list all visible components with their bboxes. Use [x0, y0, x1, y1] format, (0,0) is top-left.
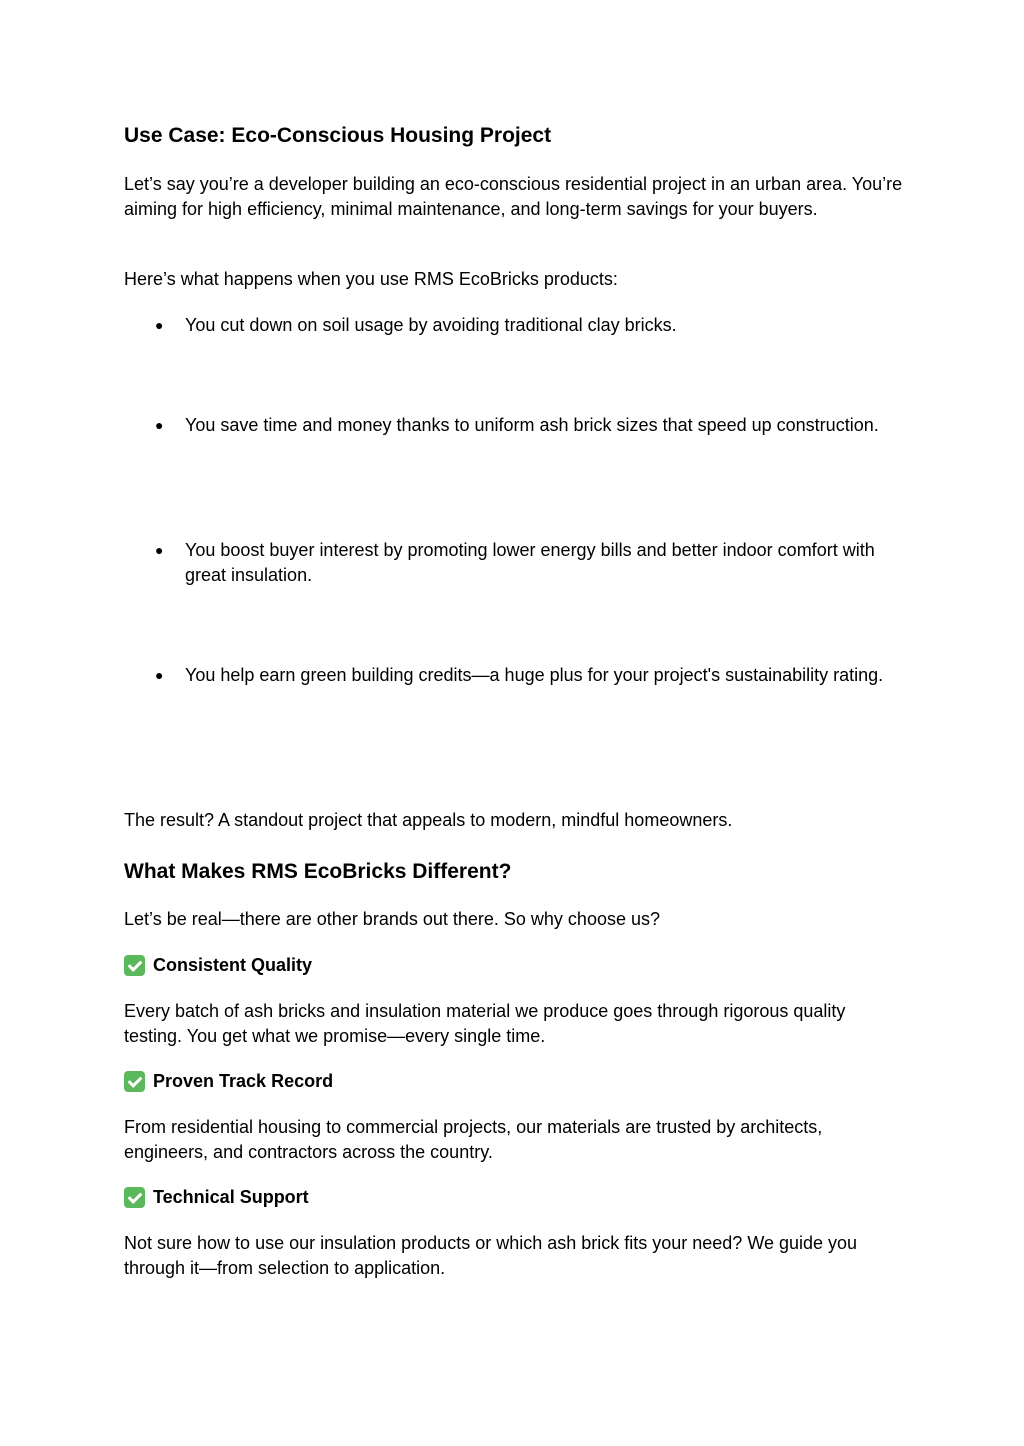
feature-title: Technical Support [153, 1187, 309, 1207]
use-case-intro: Let’s say you’re a developer building an eco-conscious residential project in an urban area. You’re aiming for high efficiency, minimal maintenance, and long-term savings for your buyers. [124, 174, 903, 219]
feature-body: From residential housing to commercial projects, our materials are trusted by architects, engineers, and contractors across the country. [124, 1117, 823, 1162]
bullet-icon: ● [155, 542, 164, 558]
list-item-text: You save time and money thanks to uniform ash brick sizes that speed up construction. [185, 415, 879, 435]
use-case-heading: Use Case: Eco-Conscious Housing Project [124, 124, 552, 147]
list-item-text: You cut down on soil usage by avoiding traditional clay bricks. [185, 315, 677, 335]
list-item-text: You boost buyer interest by promoting lower energy bills and better indoor comfort with great insulation. [185, 540, 875, 585]
feature-heading [124, 1069, 333, 1094]
use-case-result: The result? A standout project that appeals to modern, mindful homeowners. [124, 810, 733, 830]
feature-body: Every batch of ash bricks and insulation material we produce goes through rigorous quality testing. You get what we promise—every single time. [124, 1001, 846, 1046]
bullet-icon: ● [155, 317, 164, 333]
check-mark-icon [124, 1187, 145, 1208]
feature-body: Not sure how to use our insulation products or which ash brick fits your need? We guide you through it—from selection to application. [124, 1233, 858, 1278]
feature-title: Proven Track Record [153, 1071, 334, 1091]
feature-heading [124, 953, 312, 978]
different-heading: What Makes RMS EcoBricks Different? [124, 860, 512, 883]
feature-title: Consistent Quality [153, 955, 313, 975]
feature-heading [124, 1185, 309, 1210]
use-case-lead-in: Here’s what happens when you use RMS EcoBricks products: [124, 269, 618, 289]
check-mark-icon [124, 1071, 145, 1092]
bullet-icon: ● [155, 417, 164, 433]
bullet-icon: ● [155, 667, 164, 683]
different-intro: Let’s be real—there are other brands out there. So why choose us? [124, 909, 660, 929]
list-item-text: You help earn green building credits—a huge plus for your project's sustainability rating. [185, 665, 884, 685]
check-mark-icon [124, 955, 145, 976]
